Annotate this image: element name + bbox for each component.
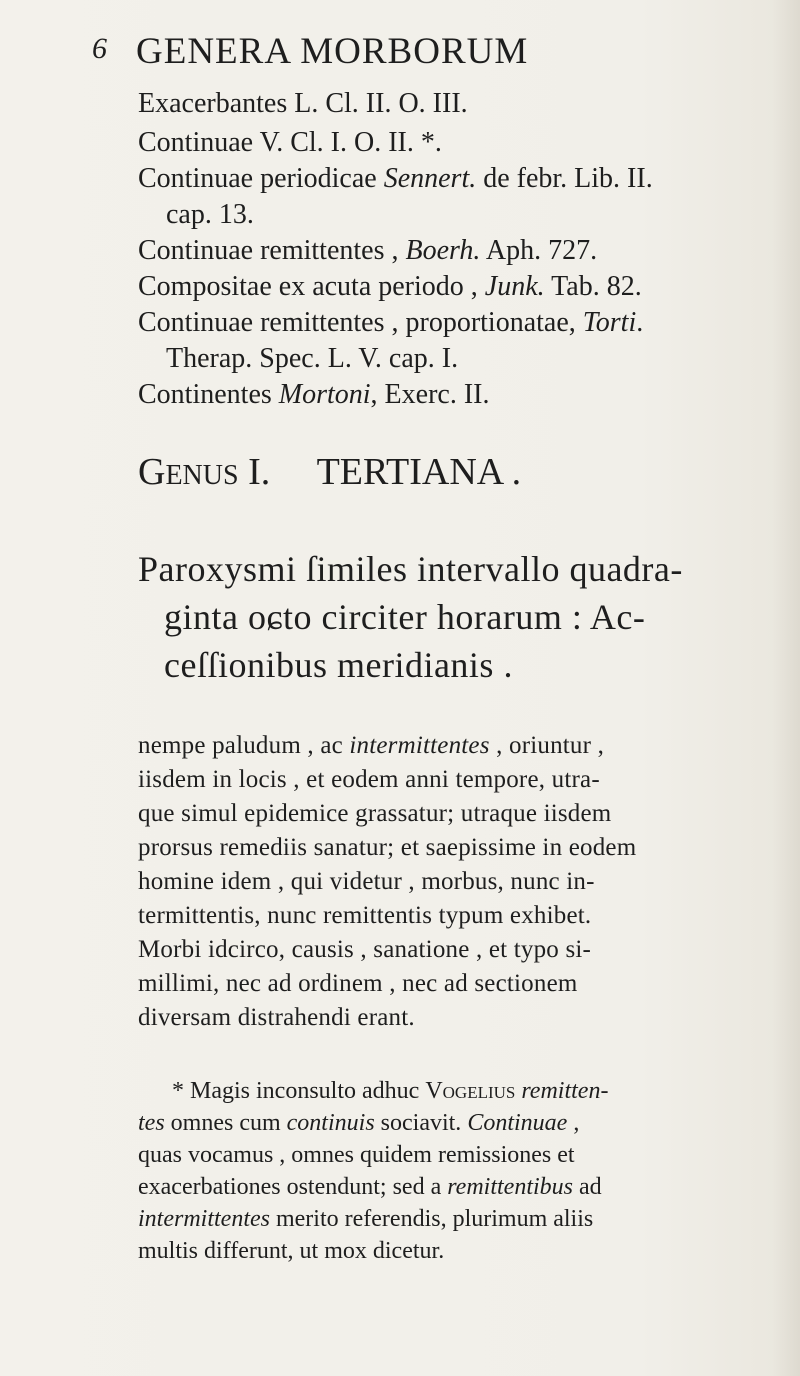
genus-heading: GENUS I. TERTIANA . [138,451,522,493]
synonym-line: Exacerbantes L. Cl. II. O. III. [138,88,468,119]
synonym-line: Continuae remittentes , Boerh. Aph. 727. [138,235,598,266]
footnote-line: * Magis inconsulto adhuc Vogelius remitten- [172,1078,609,1104]
body-line: prorsus remediis sanatur; et saepissime in eodem [138,834,637,861]
synonym-line: Compositae ex acuta periodo , Junk. Tab. 82. [138,271,642,302]
footnote-line: exacerbationes ostendunt; sed a remittentibus ad [138,1174,602,1200]
body-line: que simul epidemice grassatur; utraque iisdem [138,800,612,827]
synonym-line: cap. 13. [166,199,254,230]
diagnosis-line: ginta oɕto circiter horarum : Ac- [164,597,646,637]
synonym-line: Continentes Mortoni, Exerc. II. [138,379,490,410]
page-title: GENERA MORBORUM [136,31,529,72]
body-line: homine idem , qui videtur , morbus, nunc in- [138,868,595,895]
body-line: nempe paludum , ac intermittentes , oriuntur , [138,732,605,759]
synonym-line: Continuae V. Cl. I. O. II. *. [138,127,442,158]
body-line: diversam distrahendi erant. [138,1004,415,1031]
synonym-line: Continuae remittentes , proportionatae, Torti. [138,307,644,338]
footnote-line: intermittentes merito referendis, plurimum aliis [138,1206,594,1232]
body-line: iisdem in locis , et eodem anni tempore, utra- [138,766,600,793]
page-edge-shadow [772,0,800,1376]
footnote-line: quas vocamus , omnes quidem remissiones et [138,1142,575,1168]
synonym-line: Therap. Spec. L. V. cap. I. [166,343,459,374]
page-number: 6 [92,32,107,65]
body-line: termittentis, nunc remittentis typum exhibet. [138,902,592,929]
body-line: Morbi idcirco, causis , sanatione , et typo si- [138,936,592,963]
body-line: millimi, nec ad ordinem , nec ad sectionem [138,970,578,997]
running-head [92,24,712,74]
footnote-line: tes omnes cum continuis sociavit. Continuae , [138,1110,580,1136]
footnote-line: multis differunt, ut mox dicetur. [138,1238,445,1264]
genus-name: TERTIANA . [316,451,522,493]
diagnosis-line: Paroxysmi ſimiles intervallo quadra- [138,549,683,589]
diagnosis-line: ceſſionibus meridianis . [164,645,513,685]
synonym-line: Continuae periodicae Sennert. de febr. Lib. II. [138,163,653,194]
